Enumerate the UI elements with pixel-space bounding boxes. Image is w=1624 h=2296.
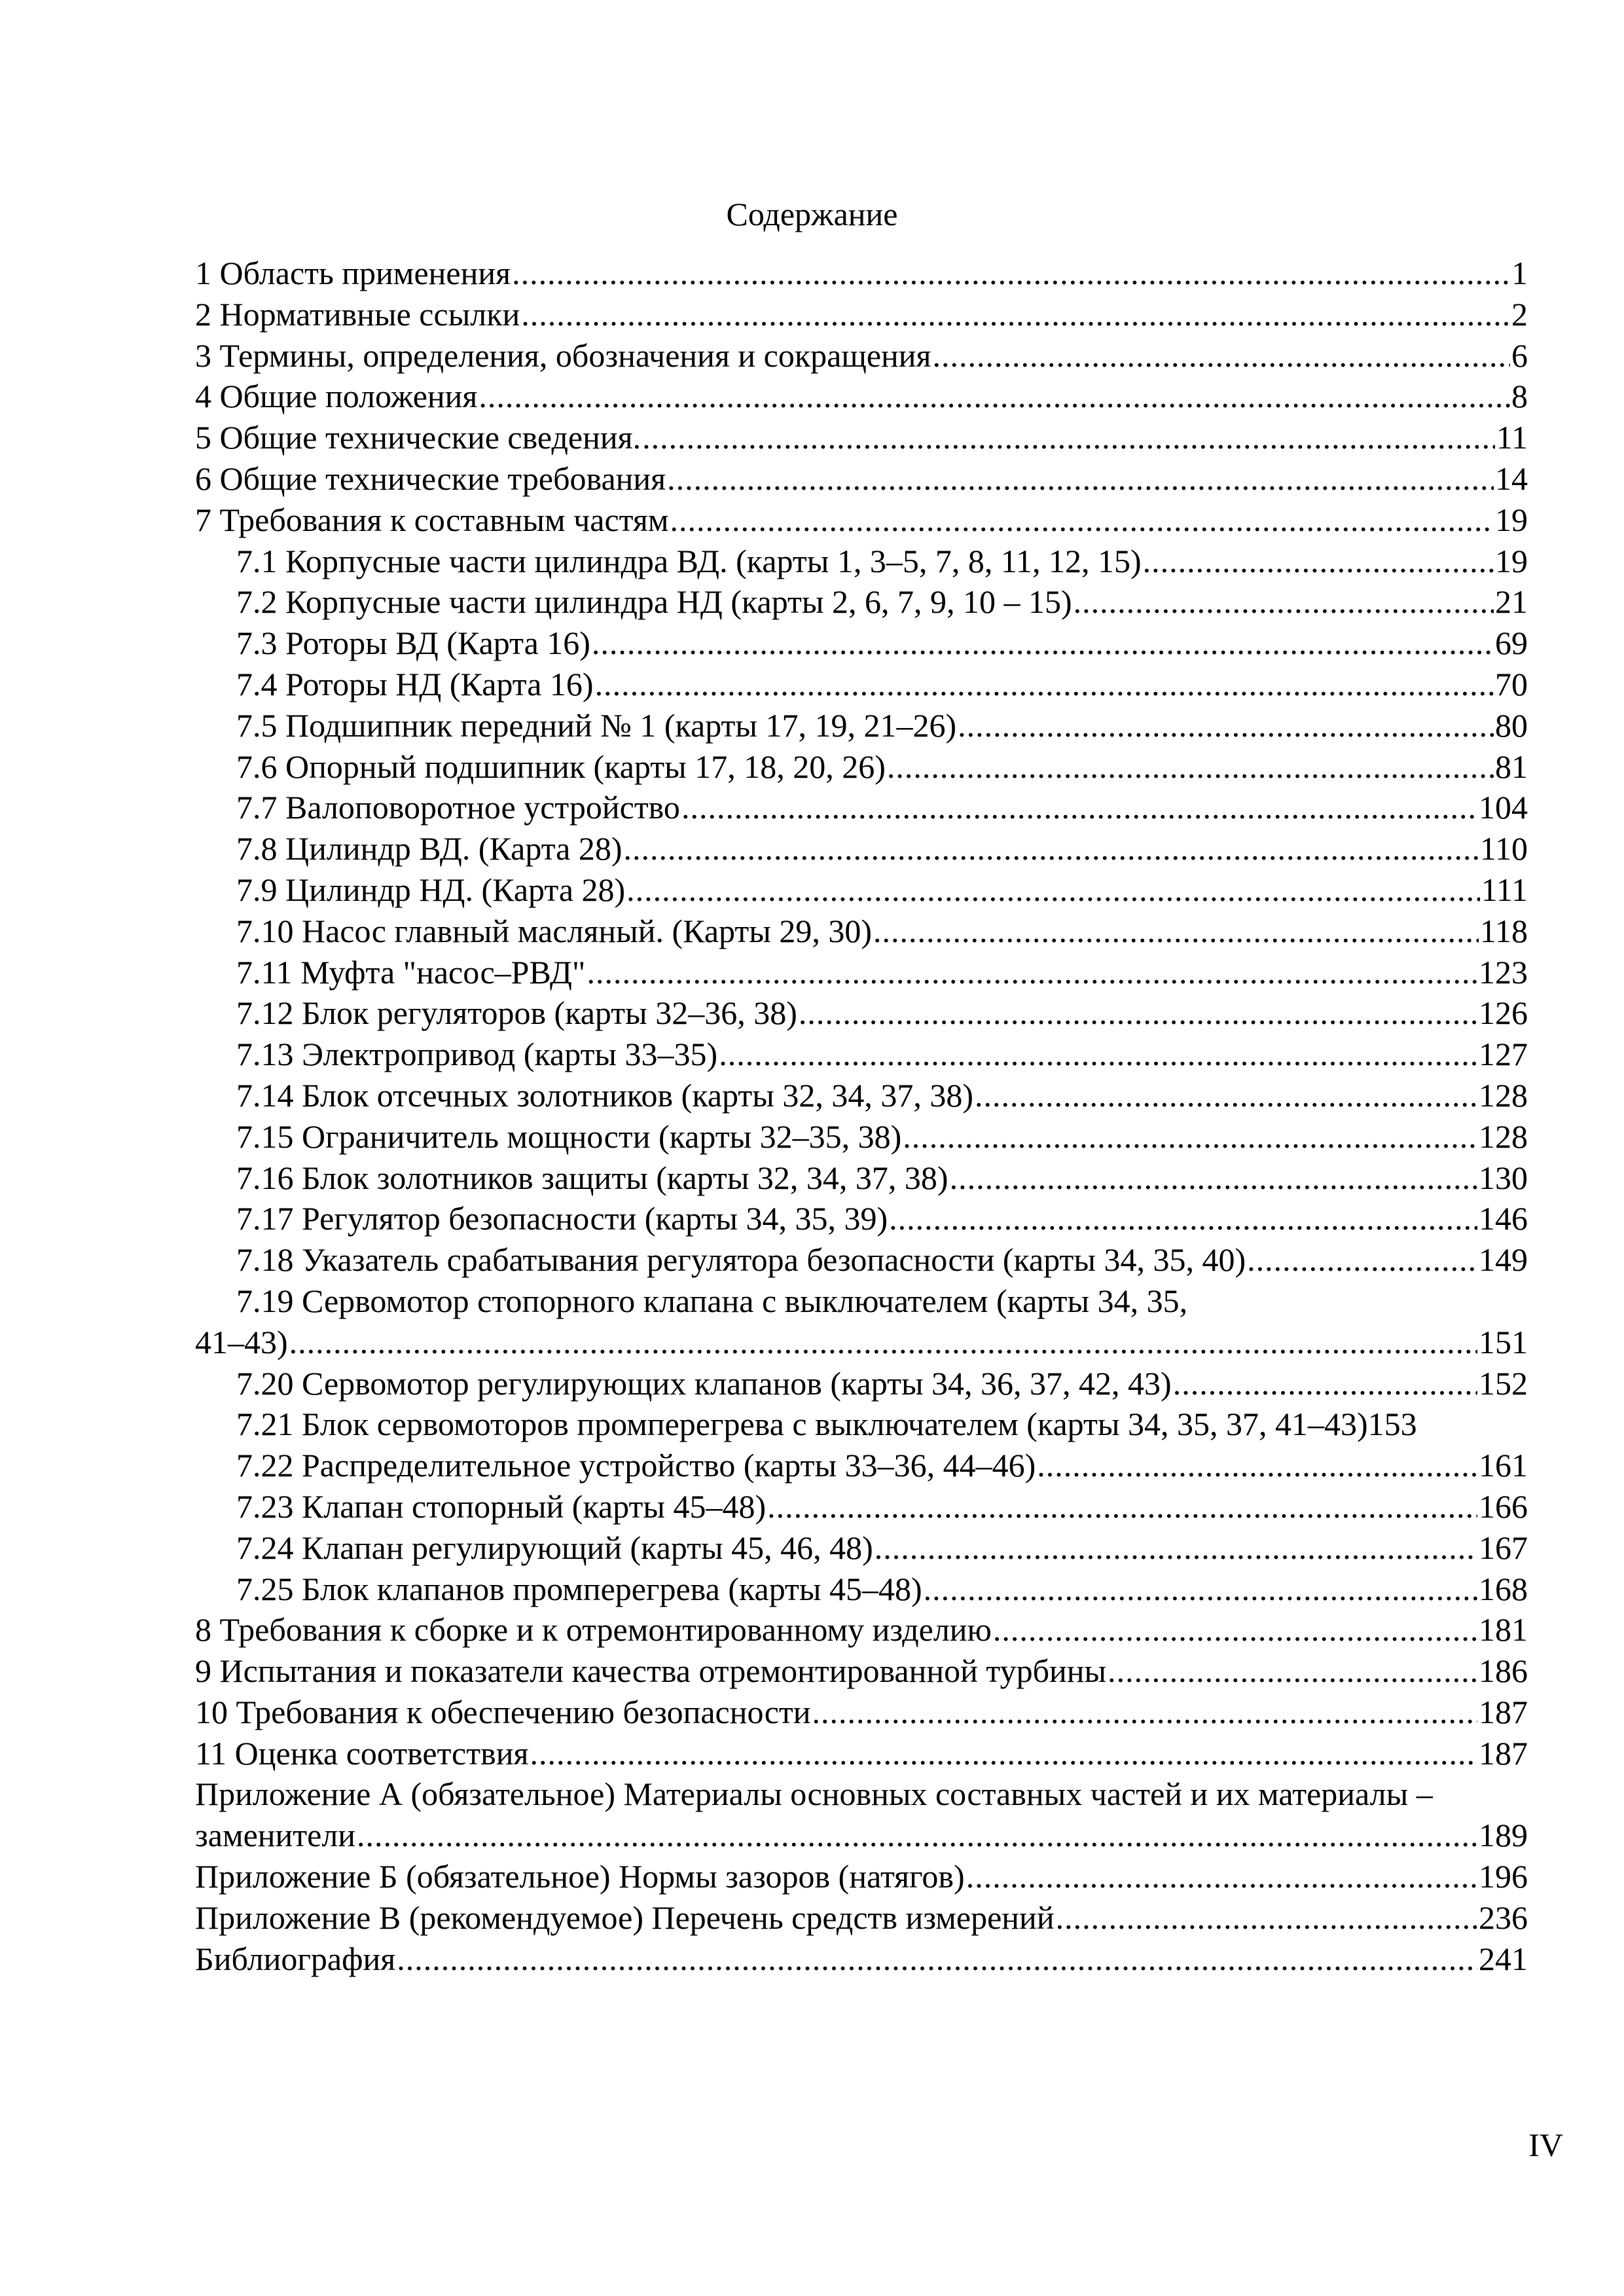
toc-entry[interactable]	[195, 828, 1528, 869]
toc-entry[interactable]	[195, 1034, 1528, 1075]
toc-entry-label: 7.9 Цилиндр НД. (Карта 28)	[236, 871, 626, 908]
toc-dot-leader	[1108, 1650, 1477, 1692]
toc-dot-leader	[903, 1116, 1477, 1157]
toc-entry-page: 69	[1495, 625, 1528, 662]
toc-entry-page: 151	[1479, 1323, 1528, 1360]
toc-entry-label: 7.25 Блок клапанов промперегрева (карты 45–48)	[236, 1570, 922, 1607]
toc-entry-page: 167	[1479, 1529, 1528, 1566]
toc-dot-leader	[521, 294, 1510, 335]
page-number: IV	[1528, 2126, 1563, 2163]
toc-entry[interactable]	[195, 335, 1528, 376]
toc-entry-page: 161	[1479, 1447, 1528, 1484]
toc-entry[interactable]	[195, 746, 1528, 788]
toc-dot-leader	[357, 1815, 1477, 1856]
page-title: Содержание	[726, 196, 898, 232]
toc-dot-leader	[592, 623, 1494, 664]
toc-entry-page: 123	[1479, 953, 1528, 991]
toc-entry-page: 127	[1479, 1036, 1528, 1073]
toc-entry[interactable]	[195, 1075, 1528, 1116]
toc-entry[interactable]	[195, 417, 1528, 458]
toc-entry[interactable]	[195, 952, 1528, 993]
toc-entry-label: 7.23 Клапан стопорный (карты 45–48)	[236, 1487, 767, 1525]
toc-entry-label: 7.15 Ограничитель мощности (карты 32–35, 38)	[236, 1118, 902, 1155]
toc-entry-page: 110	[1479, 830, 1528, 867]
toc-entry[interactable]	[195, 1445, 1528, 1486]
toc-entry-page: 166	[1479, 1487, 1528, 1525]
toc-entry[interactable]	[195, 581, 1528, 623]
toc-entry-label: 3 Термины, определения, обозначения и сокращения	[195, 337, 931, 374]
toc-entry-page: 126	[1479, 994, 1528, 1032]
toc-entry-label: 7.8 Цилиндр ВД. (Карта 28)	[236, 830, 623, 867]
toc-dot-leader	[586, 952, 1477, 993]
toc-entry-page: 153	[1367, 1406, 1417, 1443]
toc-entry-label: 7.3 Роторы ВД (Карта 16)	[236, 625, 590, 662]
toc-entry-page: 241	[1479, 1940, 1528, 1977]
toc-dot-leader	[812, 1692, 1477, 1733]
toc-entry-page: 152	[1479, 1364, 1528, 1402]
toc-entry-page: 2	[1511, 295, 1528, 333]
toc-entry[interactable]	[195, 1116, 1528, 1157]
toc-entry[interactable]	[195, 1774, 1528, 1815]
toc-entry-page: 81	[1495, 748, 1528, 785]
toc-entry-label: 9 Испытания и показатели качества отремонтированной турбины	[195, 1652, 1107, 1690]
toc-entry-label: 7.7 Валоповоротное устройство	[236, 789, 680, 826]
toc-entry[interactable]	[195, 705, 1528, 746]
toc-dot-leader	[993, 1609, 1477, 1650]
toc-entry-page: 14	[1495, 460, 1528, 497]
toc-entry[interactable]	[195, 1363, 1528, 1404]
toc-dot-leader	[530, 1733, 1477, 1774]
toc-dot-leader	[950, 1157, 1477, 1199]
toc-entry-label: 7.24 Клапан регулирующий (карты 45, 46, 48)	[236, 1529, 873, 1566]
toc-dot-leader	[1037, 1445, 1477, 1486]
toc-dot-leader	[595, 664, 1494, 705]
toc-dot-leader	[933, 335, 1510, 376]
toc-entry-page: 111	[1481, 871, 1528, 908]
toc-entry-label: 7.22 Распределительное устройство (карты 33–36, 44–46)	[236, 1447, 1036, 1484]
toc-entry-label: 7.1 Корпусные части цилиндра ВД. (карты 1, 3–5, 7, 8, 11, 12, 15)	[236, 542, 1142, 579]
toc-entry[interactable]	[195, 1939, 1528, 1980]
toc-dot-leader	[478, 376, 1510, 417]
toc-entry-label: 1 Область применения	[195, 255, 511, 291]
toc-entry-page: 19	[1495, 501, 1528, 538]
toc-entry-label: 6 Общие технические требования	[195, 460, 666, 497]
toc-entry-page: 236	[1479, 1899, 1528, 1936]
toc-entry-page: 128	[1479, 1118, 1528, 1155]
toc-entry-label: 7.2 Корпусные части цилиндра НД (карты 2, 6, 7, 9, 10 – 15)	[236, 583, 1072, 621]
toc-entry[interactable]	[195, 911, 1528, 952]
toc-dot-leader	[667, 458, 1494, 500]
toc-entry-page: 128	[1479, 1076, 1528, 1114]
toc-entry[interactable]	[195, 1157, 1528, 1199]
toc-entry-label: 4 Общие положения	[195, 378, 478, 415]
toc-entry-page: 118	[1479, 912, 1528, 949]
toc-entry[interactable]	[195, 1815, 1528, 1856]
toc-entry-page: 130	[1479, 1159, 1528, 1196]
toc-entry-label: заменители	[195, 1817, 356, 1854]
toc-entry-page: 187	[1479, 1734, 1528, 1772]
toc-dot-leader	[799, 993, 1477, 1034]
toc-entry-page: 19	[1495, 542, 1528, 579]
toc-entry-page: 8	[1511, 378, 1528, 415]
toc-entry[interactable]	[195, 1486, 1528, 1527]
toc-entry-label: 7.5 Подшипник передний № 1 (карты 17, 19, 21–26)	[236, 706, 957, 744]
toc-entry-page: 187	[1479, 1693, 1528, 1730]
toc-entry[interactable]	[195, 993, 1528, 1034]
toc-entry-label: 7.18 Указатель срабатывания регулятора безопасности (карты 34, 35, 40)	[236, 1241, 1246, 1279]
toc-dot-leader	[681, 787, 1477, 828]
toc-entry[interactable]	[195, 1527, 1528, 1569]
toc-entry[interactable]	[195, 1609, 1528, 1650]
toc-entry[interactable]	[195, 1198, 1528, 1239]
toc-entry-page: 149	[1479, 1241, 1528, 1279]
toc-entry-label: 7.13 Электропривод (карты 33–35)	[236, 1036, 718, 1073]
toc-dot-leader	[767, 1486, 1477, 1527]
toc-dot-leader	[719, 1034, 1477, 1075]
toc-dot-leader	[289, 1322, 1477, 1363]
toc-entry[interactable]	[195, 1650, 1528, 1692]
toc-entry[interactable]	[195, 1692, 1528, 1733]
toc-dot-leader	[966, 1856, 1477, 1897]
toc-dot-leader	[1173, 1363, 1477, 1404]
toc-entry-label: 7.20 Сервомотор регулирующих клапанов (карты 34, 36, 37, 42, 43)	[236, 1364, 1172, 1402]
toc-entry[interactable]	[195, 787, 1528, 828]
toc-entry[interactable]	[195, 1404, 1528, 1445]
toc-entry-label: 7 Требования к составным частям	[195, 501, 669, 538]
toc-entry-label: 8 Требования к сборке и к отремонтированному изделию	[195, 1611, 992, 1649]
toc-entry-label: Приложение В (рекомендуемое) Перечень средств измерений	[195, 1899, 1055, 1936]
toc-entry-label: 5 Общие технические сведения.	[195, 419, 641, 456]
toc-entry-label: 7.16 Блок золотников защиты (карты 32, 34, 37, 38)	[236, 1159, 948, 1196]
toc-entry[interactable]	[195, 1569, 1528, 1610]
toc-dot-leader	[1143, 541, 1494, 582]
toc-dot-leader	[642, 417, 1495, 458]
toc-dot-leader	[624, 828, 1479, 869]
toc-entry[interactable]	[195, 623, 1528, 664]
toc-entry[interactable]	[195, 500, 1528, 541]
toc-entry[interactable]	[195, 541, 1528, 582]
toc-entry-page: 196	[1479, 1858, 1528, 1895]
toc-entry[interactable]	[195, 1897, 1528, 1939]
toc-entry[interactable]	[195, 1322, 1528, 1363]
toc-entry-label: 7.19 Сервомотор стопорного клапана с выключателем (карты 34, 35,	[236, 1282, 1188, 1319]
toc-dot-leader	[887, 746, 1494, 788]
toc-entry-page: 181	[1479, 1611, 1528, 1649]
toc-entry-label: 2 Нормативные ссылки	[195, 295, 520, 333]
toc-entry-label: 7.21 Блок сервомоторов промперегрева с выключателем (карты 34, 35, 37, 41–43)	[236, 1406, 1368, 1443]
toc-entry[interactable]	[195, 1856, 1528, 1897]
toc-entry-page: 11	[1496, 419, 1528, 456]
toc-entry[interactable]	[195, 869, 1528, 911]
toc-dot-leader	[1074, 581, 1494, 623]
toc-entry-label: 7.6 Опорный подшипник (карты 17, 18, 20, 26)	[236, 748, 886, 785]
toc-entry-label: 10 Требования к обеспечению безопасности	[195, 1693, 811, 1730]
toc-dot-leader	[958, 705, 1494, 746]
toc-entry-page: 186	[1479, 1652, 1528, 1690]
toc-entry-label: 7.17 Регулятор безопасности (карты 34, 35, 39)	[236, 1200, 888, 1237]
toc-dot-leader	[1056, 1897, 1477, 1939]
toc-entry-label: 7.11 Муфта "насос–РВД"	[236, 953, 586, 991]
toc-dot-leader	[975, 1075, 1477, 1116]
toc-dot-leader	[889, 1198, 1477, 1239]
toc-entry-page: 146	[1479, 1200, 1528, 1237]
toc-dot-leader	[873, 911, 1479, 952]
toc-dot-leader	[875, 1527, 1477, 1569]
toc-entry-page: 80	[1495, 706, 1528, 744]
toc-dot-leader	[512, 253, 1510, 294]
toc-entry-label: 11 Оценка соответствия	[195, 1734, 529, 1772]
toc-entry-page: 189	[1479, 1817, 1528, 1854]
toc-entry[interactable]	[195, 376, 1528, 417]
toc-entry-label: 7.4 Роторы НД (Карта 16)	[236, 665, 594, 702]
toc-dot-leader	[397, 1939, 1477, 1980]
toc-entry[interactable]	[195, 664, 1528, 705]
table-of-contents	[195, 253, 1528, 1979]
toc-dot-leader	[1247, 1239, 1477, 1281]
toc-entry[interactable]	[195, 1239, 1528, 1281]
toc-entry-label: 41–43)	[195, 1323, 288, 1360]
toc-dot-leader	[670, 500, 1494, 541]
toc-entry-label: 7.12 Блок регуляторов (карты 32–36, 38)	[236, 994, 797, 1032]
toc-entry[interactable]	[195, 253, 1528, 294]
toc-dot-leader	[924, 1569, 1477, 1610]
toc-entry-label: 7.14 Блок отсечных золотников (карты 32, 34, 37, 38)	[236, 1076, 973, 1114]
toc-entry-page: 104	[1479, 789, 1528, 826]
toc-entry[interactable]	[195, 458, 1528, 500]
toc-entry-label: Библиография	[195, 1940, 396, 1977]
toc-entry-page: 21	[1495, 583, 1528, 621]
toc-entry[interactable]	[195, 1733, 1528, 1774]
toc-entry-page: 1	[1511, 255, 1528, 291]
toc-entry-page: 168	[1479, 1570, 1528, 1607]
toc-entry-label: Приложение Б (обязательное) Нормы зазоров (натягов)	[195, 1858, 965, 1895]
toc-dot-leader	[626, 869, 1480, 911]
toc-entry[interactable]	[195, 1281, 1528, 1322]
toc-entry[interactable]	[195, 294, 1528, 335]
toc-entry-label: 7.10 Насос главный масляный. (Карты 29, 30)	[236, 912, 872, 949]
toc-entry-page: 6	[1511, 337, 1528, 374]
toc-entry-label: Приложение А (обязательное) Материалы основных составных частей и их материалы –	[195, 1776, 1433, 1813]
toc-entry-page: 70	[1495, 665, 1528, 702]
